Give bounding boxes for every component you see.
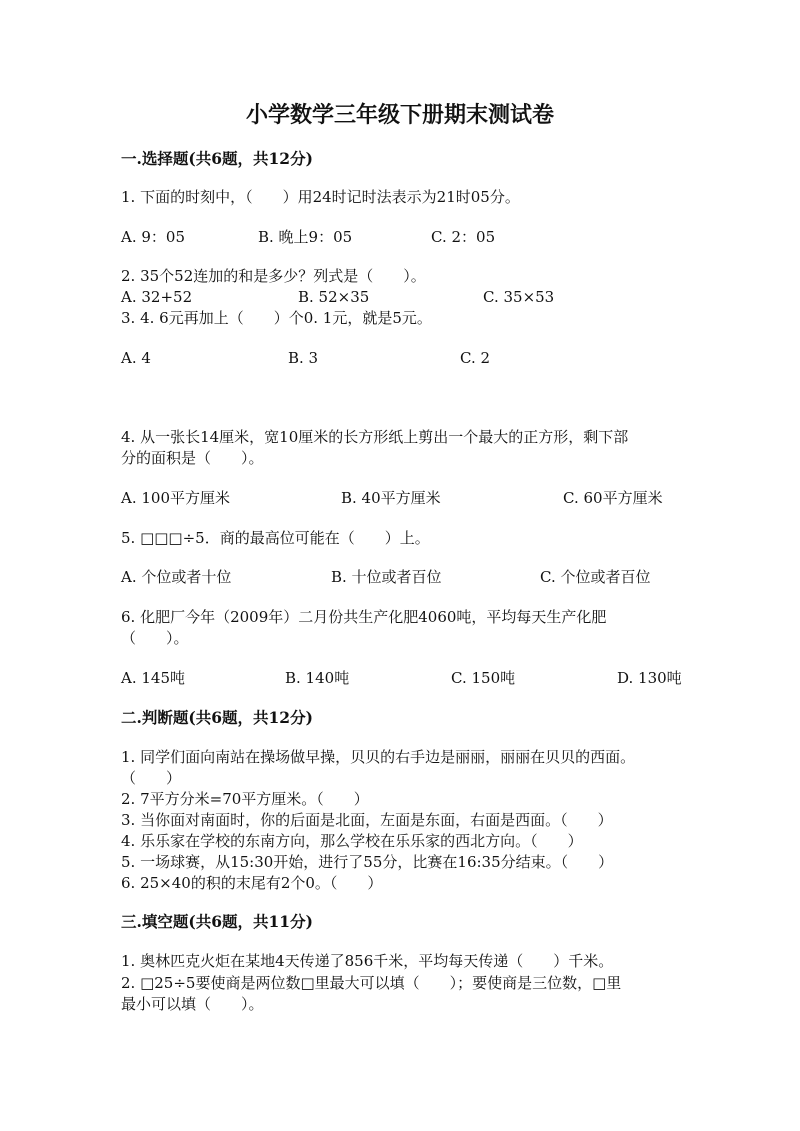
question-6-stem-line2: （ ）。 (121, 629, 189, 647)
question-6-option-b: B. 140吨 (285, 669, 350, 687)
question-3-option-a: A. 4 (121, 349, 151, 367)
judgement-3: 3. 当你面对南面时，你的后面是北面，左面是东面，右面是西面。（ ） (121, 811, 613, 829)
question-6-option-d: D. 130吨 (617, 669, 682, 687)
judgement-4: 4. 乐乐家在学校的东南方向，那么学校在乐乐家的西北方向。（ ） (121, 832, 583, 850)
fill-blank-2-line1: 2. □25÷5要使商是两位数□里最大可以填（ ）；要使商是三位数，□里 (121, 974, 622, 992)
section-heading-fill-blank: 三.填空题(共6题，共11分) (121, 912, 313, 931)
question-4-option-a: A. 100平方厘米 (121, 489, 230, 507)
question-3-stem: 3. 4. 6元再加上（ ）个0. 1元，就是5元。 (121, 309, 432, 327)
question-2-stem: 2. 35个52连加的和是多少？列式是（ ）。 (121, 267, 426, 285)
question-4-option-b: B. 40平方厘米 (341, 489, 441, 507)
question-5-option-c: C. 个位或者百位 (540, 568, 651, 586)
page-title: 小学数学三年级下册期末测试卷 (245, 102, 554, 128)
question-1-option-a: A. 9：05 (121, 228, 185, 246)
question-5-stem: 5. □□□÷5．商的最高位可能在（ ）上。 (121, 529, 430, 547)
question-4-option-c: C. 60平方厘米 (563, 489, 663, 507)
question-4-stem-line1: 4. 从一张长14厘米，宽10厘米的长方形纸上剪出一个最大的正方形，剩下部 (121, 428, 629, 446)
question-5-option-b: B. 十位或者百位 (331, 568, 442, 586)
fill-blank-2-line2: 最小可以填（ ）。 (121, 995, 264, 1013)
question-5-option-a: A. 个位或者十位 (121, 568, 232, 586)
question-4-stem-line2: 分的面积是（ ）。 (121, 449, 264, 467)
question-2-option-b: B. 52×35 (298, 288, 370, 306)
question-1-option-b: B. 晚上9：05 (258, 228, 353, 246)
judgement-1-line1: 1. 同学们面向南站在操场做早操，贝贝的右手边是丽丽，丽丽在贝贝的西面。 (121, 748, 636, 766)
question-6-stem-line1: 6. 化肥厂今年（2009年）二月份共生产化肥4060吨，平均每天生产化肥 (121, 608, 607, 626)
judgement-6: 6. 25×40的积的末尾有2个0。（ ） (121, 874, 383, 892)
judgement-1-line2: （ ） (121, 769, 182, 787)
judgement-5: 5. 一场球赛，从15:30开始，进行了55分，比赛在16:35分结束。（ ） (121, 853, 614, 871)
judgement-2: 2. 7平方分米=70平方厘米。（ ） (121, 790, 369, 808)
question-3-option-c: C. 2 (460, 349, 491, 367)
section-heading-choice: 一.选择题(共6题，共12分) (121, 149, 313, 168)
question-6-option-a: A. 145吨 (121, 669, 185, 687)
question-2-option-c: C. 35×53 (483, 288, 555, 306)
question-1-option-c: C. 2：05 (431, 228, 496, 246)
question-3-option-b: B. 3 (288, 349, 319, 367)
question-6-option-c: C. 150吨 (451, 669, 516, 687)
question-2-option-a: A. 32+52 (121, 288, 193, 306)
fill-blank-1: 1. 奥林匹克火炬在某地4天传递了856千米，平均每天传递（ ）千米。 (121, 952, 614, 970)
section-heading-judgement: 二.判断题(共6题，共12分) (121, 708, 313, 727)
question-1-stem: 1. 下面的时刻中，（ ）用24时记时法表示为21时05分。 (121, 188, 520, 206)
